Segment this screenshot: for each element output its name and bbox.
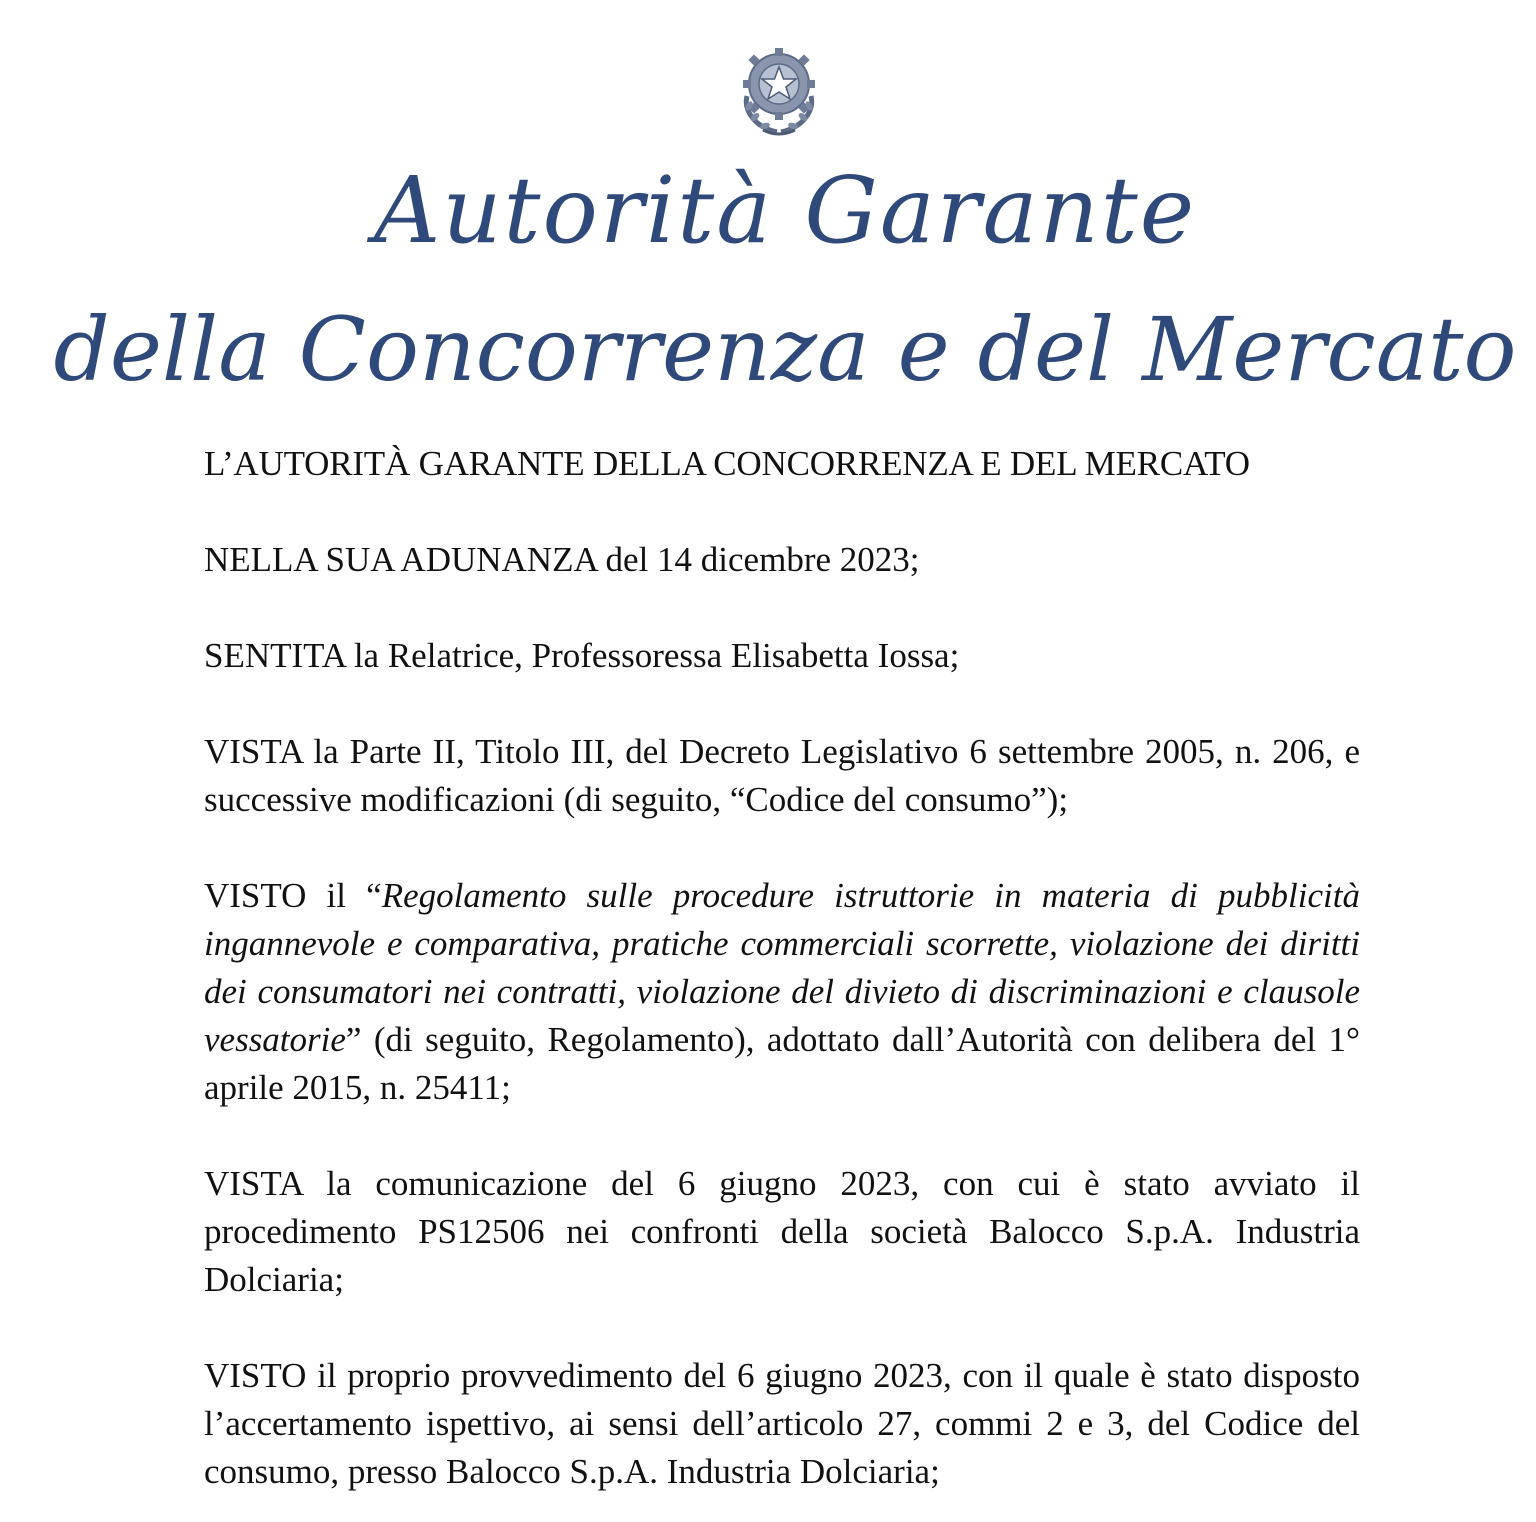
paragraph-vista-comunicazione: VISTA la comunicazione del 6 giugno 2023, con cui è stato avviato il procedimento PS12506 nei confronti della società Balocco S.p.A. Industria Dolciaria; [204, 1164, 1360, 1299]
paragraph-adunanza: NELLA SUA ADUNANZA del 14 dicembre 2023; [204, 540, 920, 579]
regulation-title: Regolamento sulle procedure istruttorie in materia di pubblicità ingannevole e comparativa, pratiche commerciali scorrette, violazione dei diritti dei consumatori nei contratti, violazione del divieto di discriminazioni e clausole vessatorie [204, 876, 1360, 1059]
paragraph-rest: ” (di seguito, Regolamento), adottato dall’Autorità con delibera del 1° aprile 2015, n. 25411; [204, 1020, 1360, 1107]
paragraph-visto-provvedimento: VISTO il proprio provvedimento del 6 giugno 2023, con il quale è stato disposto l’accertamento ispettivo, ai sensi dell’articolo 27, commi 2 e 3, del Codice del consumo, presso Balocco S.p.A. Industria Dolciaria; [204, 1356, 1360, 1491]
paragraph-vista-codice: VISTA la Parte II, Titolo III, del Decreto Legislativo 6 settembre 2005, n. 206, e successive modificazioni (di seguito, “Codice del consumo”); [204, 732, 1360, 819]
paragraph-lead: VISTO il “ [204, 876, 382, 915]
document-heading: L’AUTORITÀ GARANTE DELLA CONCORRENZA E DEL MERCATO [204, 444, 1250, 483]
wordmark-line-1: Autorità Garante [373, 157, 1197, 264]
paragraph-visto-regolamento [204, 872, 1360, 1112]
wordmark-line-2: della Concorrenza e del Mercato [53, 298, 1517, 401]
document-body [204, 440, 1360, 1496]
authority-wordmark [53, 150, 1517, 401]
italian-republic-emblem-icon [733, 40, 825, 138]
paragraph-sentita: SENTITA la Relatrice, Professoressa Elisabetta Iossa; [204, 636, 960, 675]
